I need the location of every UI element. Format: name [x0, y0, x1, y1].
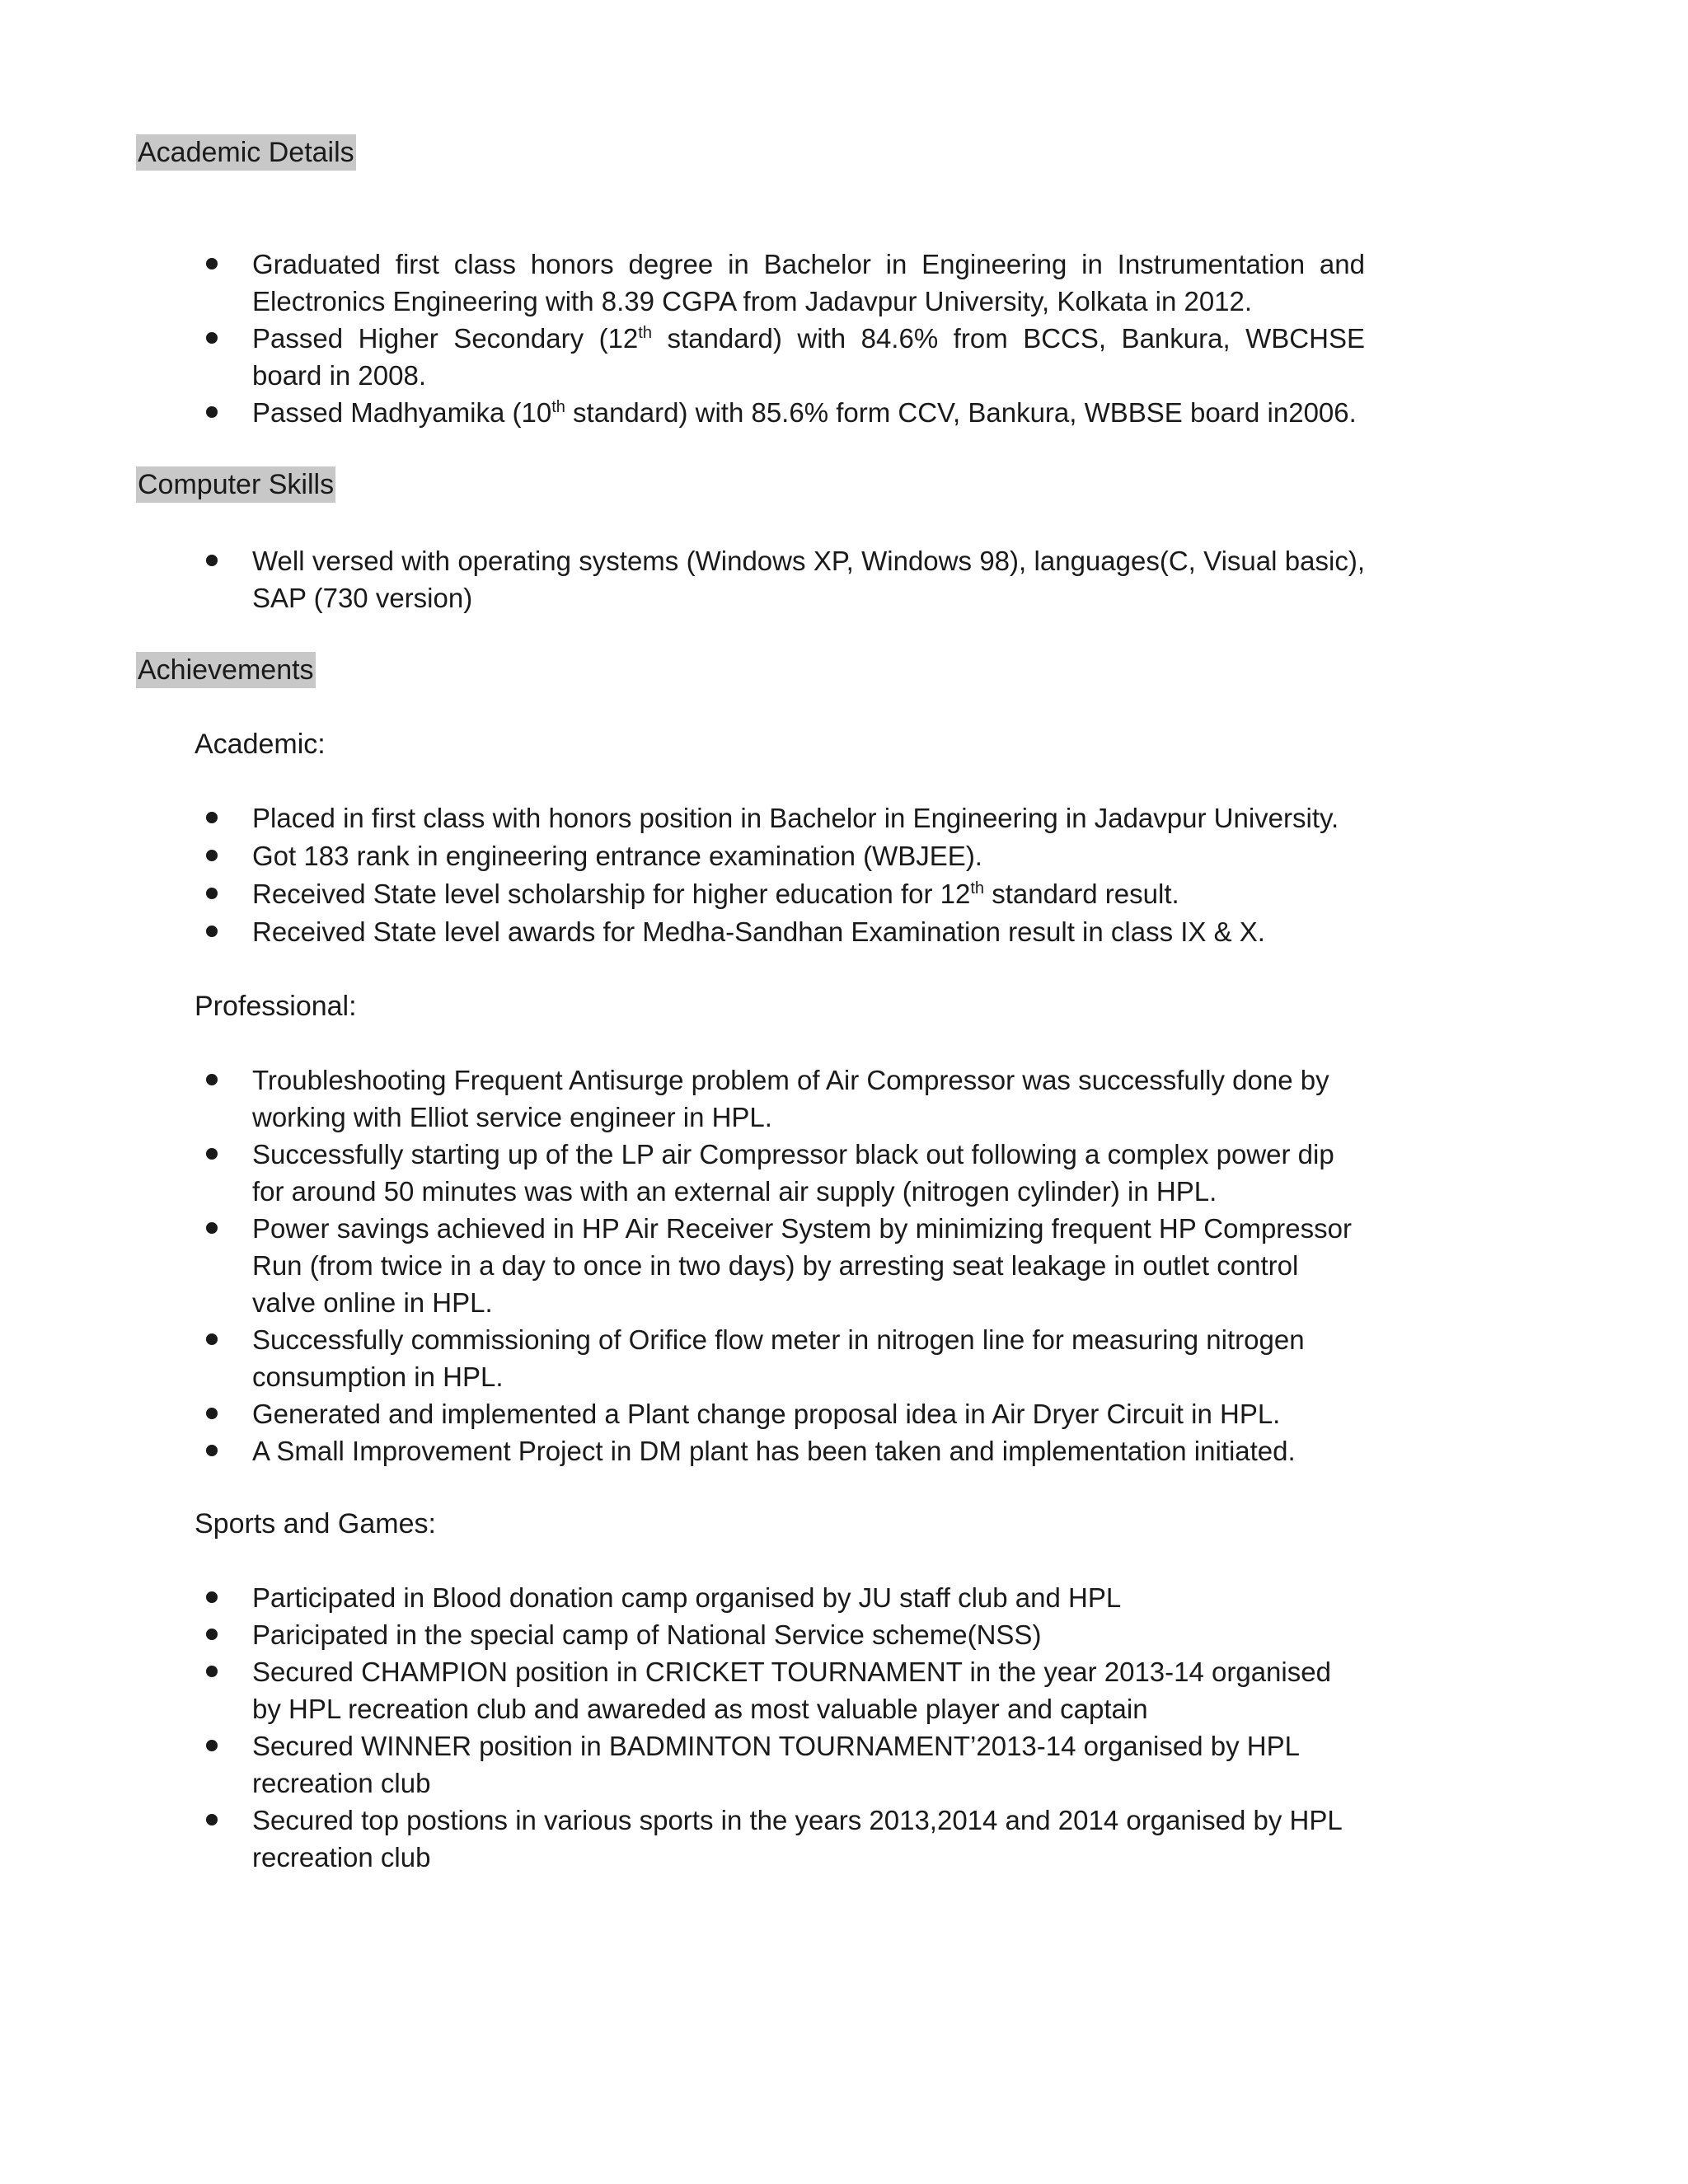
sports-subheading: Sports and Games: [195, 1508, 436, 1540]
bullet-icon [206, 1666, 218, 1677]
achievements-heading: Achievements [136, 652, 316, 688]
list-item: Secured WINNER position in BADMINTON TOURNAMENT’2013-14 organised by HPL recreation club [0, 1727, 1688, 1802]
list-item: Passed Higher Secondary (12th standard) with 84.6% from BCCS, Bankura, WBCHSE board in 2008. [0, 320, 1688, 394]
list-item: Received State level awards for Medha-Sandhan Examination result in class IX & X. [0, 913, 1688, 950]
computer-skills-list [0, 542, 1688, 616]
academic-details-heading: Academic Details [136, 134, 356, 171]
bullet-icon [206, 1408, 218, 1419]
bullet-icon [206, 812, 218, 823]
bullet-icon [206, 1333, 218, 1345]
sports-achievements-list [0, 1579, 1688, 1876]
bullet-icon [206, 1148, 218, 1160]
bullet-icon [206, 332, 218, 344]
list-item: Graduated first class honors degree in Bachelor in Engineering in Instrumentation and Electronics Engineering with 8.39 CGPA from Jadavpur University, Kolkata in 2012. [0, 246, 1688, 320]
academic-achievements-list [0, 799, 1688, 950]
list-item: Secured top postions in various sports in the years 2013,2014 and 2014 organised by HPL recreation club [0, 1802, 1688, 1876]
bullet-icon [206, 1074, 218, 1085]
bullet-icon [206, 926, 218, 937]
list-item: Successfully starting up of the LP air Compressor black out following a complex power dip for around 50 minutes was with an external air supply (nitrogen cylinder) in HPL. [0, 1136, 1688, 1210]
bullet-icon [206, 258, 218, 269]
list-item: Power savings achieved in HP Air Receiver System by minimizing frequent HP Compressor Run (from twice in a day to once in two days) by arresting seat leakage in outlet control valve online in HPL. [0, 1210, 1688, 1321]
academic-details-list [0, 246, 1688, 431]
bullet-icon [206, 1445, 218, 1456]
list-item: Well versed with operating systems (Windows XP, Windows 98), languages(C, Visual basic), SAP (730 version) [0, 542, 1688, 616]
bullet-icon [206, 1629, 218, 1640]
bullet-icon [206, 1740, 218, 1751]
list-item: Passed Madhyamika (10th standard) with 85.6% form CCV, Bankura, WBBSE board in2006. [0, 394, 1688, 431]
list-item: Successfully commissioning of Orifice flow meter in nitrogen line for measuring nitrogen consumption in HPL. [0, 1321, 1688, 1395]
bullet-icon [206, 406, 218, 418]
academic-subheading: Academic: [195, 729, 326, 760]
computer-skills-heading: Computer Skills [136, 466, 335, 503]
bullet-icon [206, 850, 218, 861]
bullet-icon [206, 1591, 218, 1603]
list-item: Secured CHAMPION position in CRICKET TOURNAMENT in the year 2013-14 organised by HPL recreation club and awareded as most valuable player and captain [0, 1653, 1688, 1727]
bullet-icon [206, 1222, 218, 1234]
list-item: A Small Improvement Project in DM plant has been taken and implementation initiated. [0, 1432, 1688, 1469]
professional-achievements-list [0, 1062, 1688, 1469]
list-item: Got 183 rank in engineering entrance examination (WBJEE). [0, 837, 1688, 874]
list-item: Paricipated in the special camp of National Service scheme(NSS) [0, 1616, 1688, 1653]
list-item: Generated and implemented a Plant change proposal idea in Air Dryer Circuit in HPL. [0, 1395, 1688, 1432]
list-item: Troubleshooting Frequent Antisurge problem of Air Compressor was successfully done by working with Elliot service engineer in HPL. [0, 1062, 1688, 1136]
bullet-icon [206, 888, 218, 899]
bullet-icon [206, 555, 218, 566]
bullet-icon [206, 1814, 218, 1825]
list-item: Placed in first class with honors position in Bachelor in Engineering in Jadavpur University. [0, 799, 1688, 837]
list-item: Participated in Blood donation camp organised by JU staff club and HPL [0, 1579, 1688, 1616]
list-item: Received State level scholarship for higher education for 12th standard result. [0, 875, 1688, 912]
professional-subheading: Professional: [195, 991, 357, 1022]
